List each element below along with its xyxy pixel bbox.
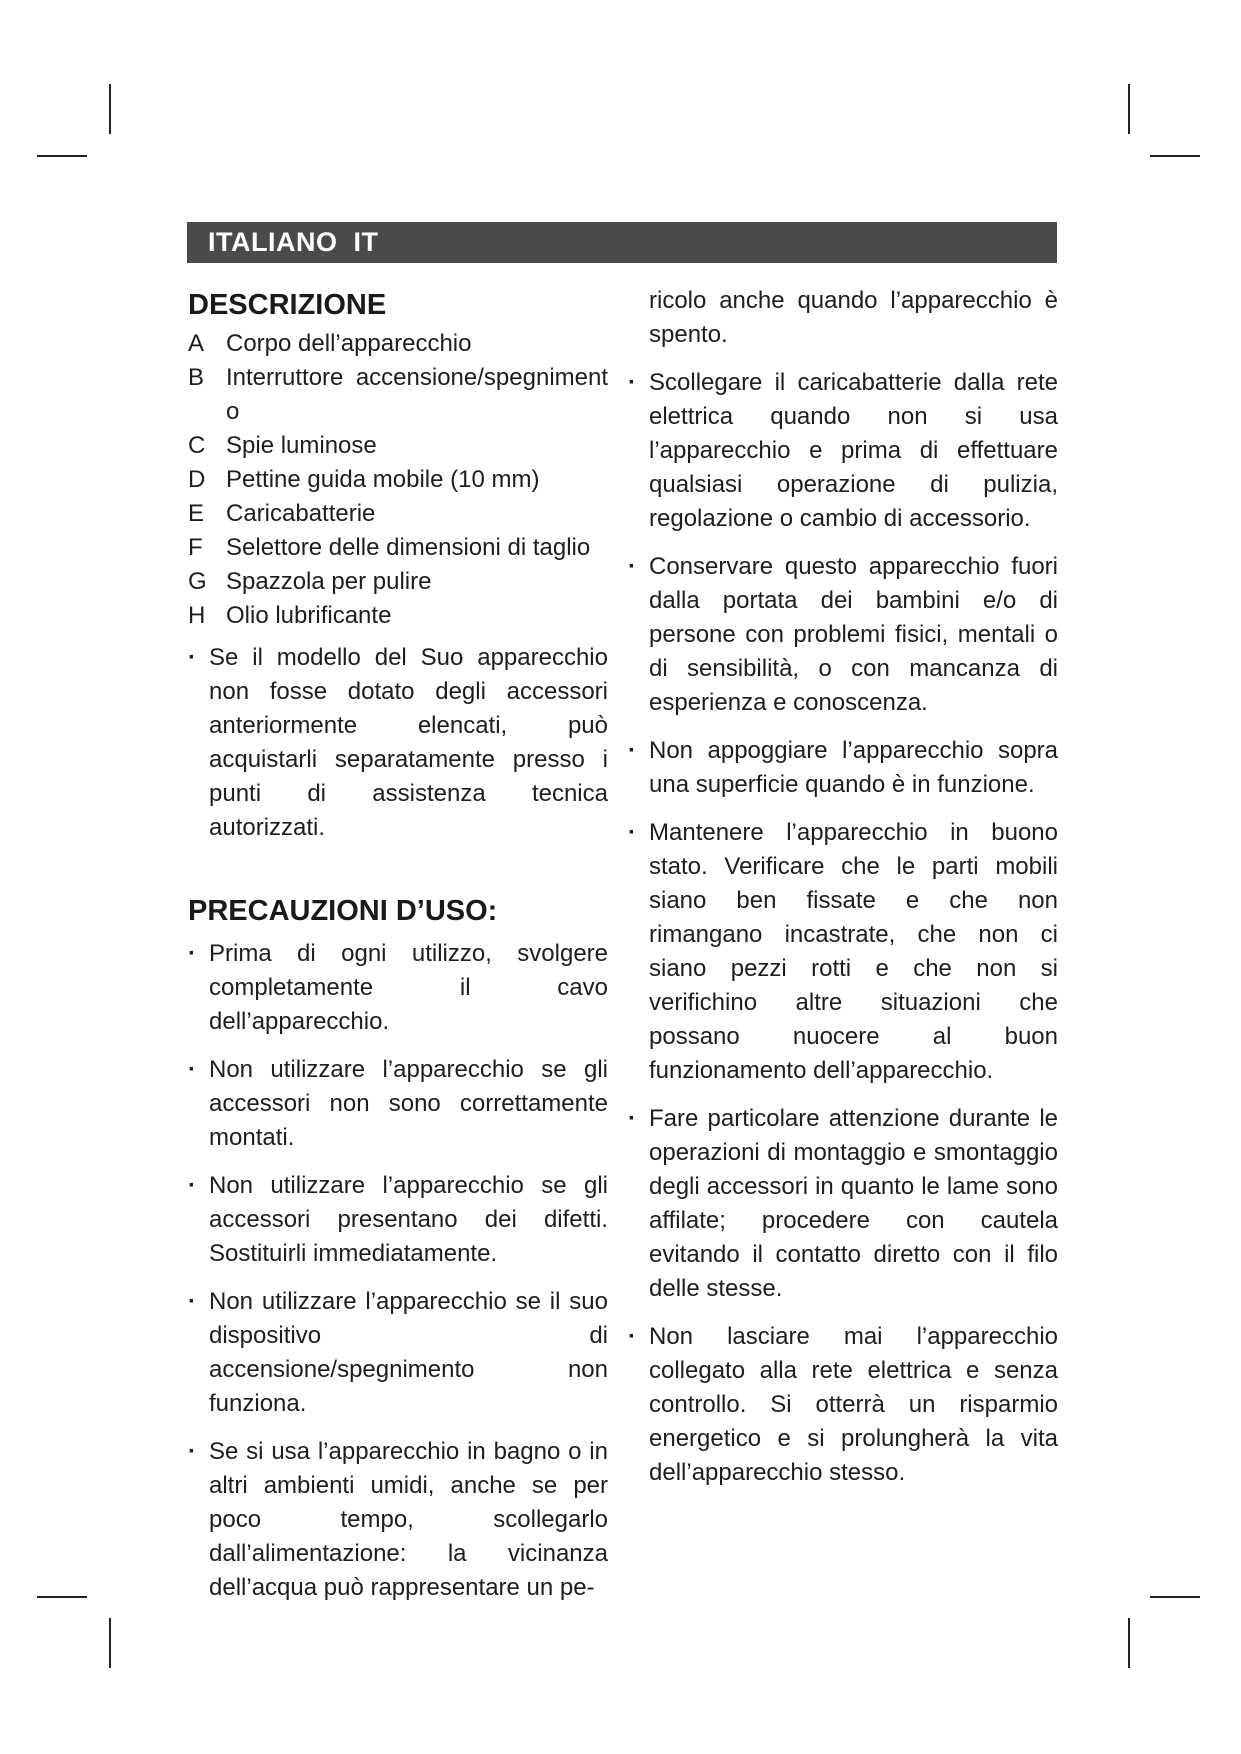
crop-mark — [1128, 84, 1130, 134]
continued-text: ricolo anche quando l’apparecchio è spento. — [649, 287, 1058, 348]
list-item: · Non utilizzare l’apparecchio se il suo dispositivo di accensione/spegnimento non funziona. — [188, 1285, 608, 1421]
crop-mark — [37, 1596, 87, 1598]
part-name: Spazzola per pulire — [226, 568, 432, 595]
list-item — [188, 565, 608, 599]
part-name: Caricabatterie — [226, 500, 376, 527]
part-letter: G — [188, 568, 207, 595]
part-letter: F — [188, 534, 203, 561]
list-item — [188, 497, 608, 531]
crop-mark — [1128, 1618, 1130, 1668]
descrizione-notes — [188, 641, 608, 845]
right-column — [628, 284, 1058, 1504]
part-letter: D — [188, 466, 206, 493]
list-item: · Non utilizzare l’apparecchio se gli accessori non sono correttamente montati. — [188, 1053, 608, 1155]
part-name: Selettore delle dimensioni di taglio — [226, 534, 591, 561]
left-column — [188, 285, 608, 1619]
crop-mark — [1150, 155, 1200, 157]
language-title: ITALIANO IT — [208, 227, 379, 257]
language-header — [187, 222, 1057, 263]
precautions-list-right — [628, 366, 1058, 1490]
part-name: Spie luminose — [226, 432, 377, 459]
list-item: · Conservare questo apparecchio fuori dalla portata dei bambini e/o di persone con problemi fisici, mentali o di sensibilità, o con mancanza di esperienza e conoscenza. — [628, 550, 1058, 720]
part-name: Olio lubrificante — [226, 602, 392, 629]
part-letter: C — [188, 432, 206, 459]
crop-mark — [109, 84, 111, 134]
precauzioni-heading: PRECAUZIONI D’USO: — [188, 895, 498, 927]
list-item: · Non lasciare mai l’apparecchio collegato alla rete elettrica e senza controllo. Si otterrà un risparmio energetico e si prolungherà la vita dell’apparecchio stesso. — [628, 1320, 1058, 1490]
list-item: · Scollegare il caricabatterie dalla rete elettrica quando non si usa l’apparecchio e prima di effettuare qualsiasi operazione di pulizia, regolazione o cambio di accessorio. — [628, 366, 1058, 536]
list-item: · Non appoggiare l’apparecchio sopra una superficie quando è in funzione. — [628, 734, 1058, 802]
crop-mark — [37, 155, 87, 157]
part-name: Interruttore accensione/spegnimento — [226, 364, 608, 425]
part-name: Corpo dell’apparecchio — [226, 330, 472, 357]
list-item — [188, 463, 608, 497]
list-item — [188, 531, 608, 565]
list-item: · Non utilizzare l’apparecchio se gli accessori presentano dei difetti. Sostituirli immediatamente. — [188, 1169, 608, 1271]
descrizione-heading: DESCRIZIONE — [188, 289, 387, 321]
part-letter: E — [188, 500, 205, 527]
part-letter: B — [188, 364, 205, 391]
part-name: Pettine guida mobile (10 mm) — [226, 466, 540, 493]
list-item — [188, 361, 608, 429]
list-item — [188, 327, 608, 361]
list-item: · Prima di ogni utilizzo, svolgere completamente il cavo dell’apparecchio. — [188, 937, 608, 1039]
part-letter: H — [188, 602, 206, 629]
part-letter: A — [188, 330, 205, 357]
list-item: · Se si usa l’apparecchio in bagno o in altri ambienti umidi, anche se per poco tempo, scollegarlo dall’alimentazione: la vicinanza dell’acqua può rappresentare un pe- — [188, 1435, 608, 1605]
precautions-list-left — [188, 937, 608, 1605]
list-item — [188, 599, 608, 633]
list-item: · Mantenere l’apparecchio in buono stato. Verificare che le parti mobili siano ben fissate e che non rimangano incastrate, che non ci siano pezzi rotti e che non si verifichino altre situazioni che possano nuocere al buon funzionamento dell’apparecchio. — [628, 816, 1058, 1088]
parts-list — [188, 327, 608, 633]
list-item: · Fare particolare attenzione durante le operazioni di montaggio e smontaggio degli accessori in quanto le lame sono affilate; procedere con cautela evitando il contatto diretto con il filo delle stesse. — [628, 1102, 1058, 1306]
crop-mark — [109, 1618, 111, 1668]
accessories-note: · Se il modello del Suo apparecchio non fosse dotato degli accessori anteriormente elencati, può acquistarli separatamente presso i punti di assistenza tecnica autorizzati. — [188, 641, 608, 845]
crop-mark — [1150, 1596, 1200, 1598]
list-item — [188, 429, 608, 463]
